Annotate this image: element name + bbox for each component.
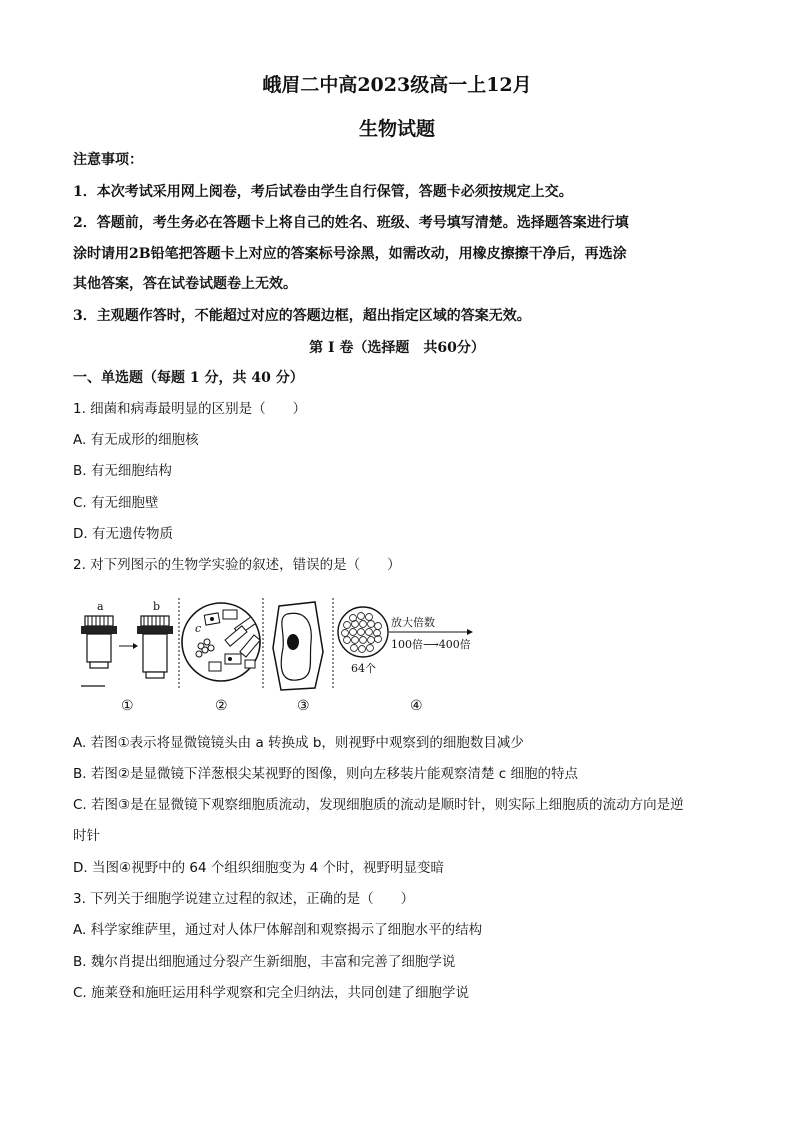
panel-3-plant-cell: [273, 602, 323, 690]
label-c: c: [195, 622, 202, 635]
notice-item-2-cont: 涂时请用2B铅笔把答题卡上对应的答案标号涂黑，如需改动，用橡皮擦擦干净后，再选涂: [73, 246, 627, 262]
q2-figure: [75, 592, 495, 722]
panel-label-1: ①: [121, 698, 134, 714]
q3-option-c: C. 施莱登和施旺运用科学观察和完全归纳法，共同创建了细胞学说: [73, 985, 470, 1001]
label-a: a: [97, 600, 104, 613]
q2-option-c-cont: 时针: [73, 828, 100, 844]
panel-label-3: ③: [297, 698, 310, 714]
label-b: b: [153, 600, 161, 613]
section-heading: 一、单选题（每题 1 分，共 40 分）: [73, 370, 304, 386]
cell-count: 64个: [351, 662, 376, 675]
panel-label-2: ②: [215, 698, 228, 714]
exam-title: 峨眉二中高2023级高一上12月: [262, 74, 532, 96]
volume-heading: 第 I 卷（选择题 共60分）: [309, 340, 485, 356]
q2-figure-svg: [75, 592, 495, 722]
q2-option-b: B. 若图②是显微镜下洋葱根尖某视野的图像，则向左移装片能观察清楚 c 细胞的特点: [73, 766, 578, 782]
panel-2-field: [182, 603, 260, 681]
q2-option-c: C. 若图③是在显微镜下观察细胞质流动，发现细胞质的流动是顺时针，则实际上细胞质的流动方向是逆: [73, 797, 684, 813]
q1-stem: 1. 细菌和病毒最明显的区别是（ ）: [73, 401, 307, 417]
q1-option-a: A. 有无成形的细胞核: [73, 432, 199, 448]
panel-label-4: ④: [410, 698, 423, 714]
q2-option-a: A. 若图①表示将显微镜镜头由 a 转换成 b，则视野中观察到的细胞数目减少: [73, 735, 524, 751]
zoom-range: 100倍⟶400倍: [391, 638, 471, 651]
q1-option-c: C. 有无细胞壁: [73, 495, 159, 511]
notice-item-1: 1．本次考试采用网上阅卷，考后试卷由学生自行保管，答题卡必须按规定上交。: [73, 184, 573, 200]
notice-item-2-end: 其他答案，答在试卷试题卷上无效。: [73, 276, 297, 292]
notice-heading: 注意事项：: [73, 152, 143, 168]
q2-option-d: D. 当图④视野中的 64 个组织细胞变为 4 个时，视野明显变暗: [73, 860, 445, 876]
q3-option-b: B. 魏尔肖提出细胞通过分裂产生新细胞，丰富和完善了细胞学说: [73, 954, 456, 970]
zoom-label: 放大倍数: [391, 616, 435, 629]
q3-option-a: A. 科学家维萨里，通过对人体尸体解剖和观察揭示了细胞水平的结构: [73, 922, 483, 938]
q1-option-b: B. 有无细胞结构: [73, 463, 172, 479]
notice-item-2: 2．答题前，考生务必在答题卡上将自己的姓名、班级、考号填写清楚。选择题答案进行填: [73, 215, 629, 231]
q2-stem: 2. 对下列图示的生物学实验的叙述，错误的是（ ）: [73, 557, 401, 573]
exam-subtitle: 生物试题: [358, 118, 435, 140]
notice-item-3: 3．主观题作答时，不能超过对应的答题边框，超出指定区域的答案无效。: [73, 308, 531, 324]
panel-4-cells: [338, 607, 473, 675]
q1-option-d: D. 有无遗传物质: [73, 526, 173, 542]
q3-stem: 3. 下列关于细胞学说建立过程的叙述，正确的是（ ）: [73, 891, 415, 907]
panel-1-lenses: [81, 600, 173, 686]
